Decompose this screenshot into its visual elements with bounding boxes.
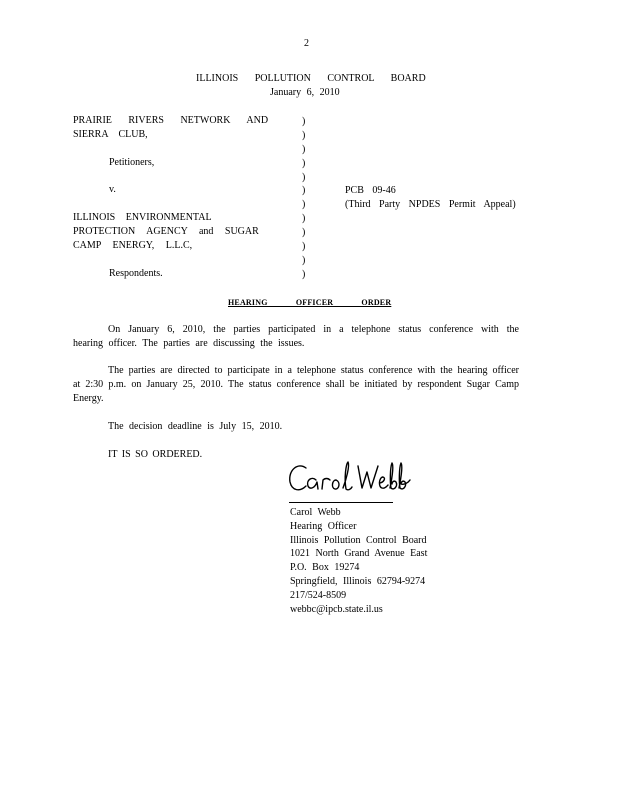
case-type: (Third Party NPDES Permit Appeal) — [345, 199, 516, 210]
paragraph-deadline: The decision deadline is July 15, 2010. — [108, 421, 283, 432]
signer-title: Hearing Officer — [290, 520, 357, 532]
order-title: HEARING OFFICER ORDER — [228, 298, 392, 307]
handwritten-signature — [286, 458, 416, 500]
signer-address-street: 1021 North Grand Avenue East — [290, 548, 428, 560]
petitioners-label: Petitioners, — [109, 157, 155, 168]
signature-block — [290, 506, 427, 616]
signer-phone: 217/524-8509 — [290, 589, 347, 601]
case-number: PCB 09-46 — [345, 185, 396, 196]
signer-address-city: Springfield, Illinois 62794-9274 — [290, 575, 426, 587]
caption-parentheses: ) ) ) ) ) ) ) ) ) ) ) ) — [302, 116, 306, 280]
paragraph-so-ordered: IT IS SO ORDERED. — [108, 449, 203, 460]
order-date: January 6, 2010 — [270, 87, 340, 98]
paragraph-conference: On January 6, 2010, the parties participated in a telephone status conference with the hearing officer. The parties are discussing the issues. — [73, 324, 519, 349]
petitioner-line-1: PRAIRIE RIVERS NETWORK AND — [73, 115, 269, 126]
signer-email: webbc@ipcb.state.il.us — [290, 603, 383, 615]
versus-label: v. — [109, 184, 116, 195]
respondent-line-1: ILLINOIS ENVIRONMENTAL — [73, 212, 212, 223]
signer-name: Carol Webb — [290, 507, 341, 518]
page-number: 2 — [304, 38, 309, 49]
signer-organization: Illinois Pollution Control Board — [290, 534, 427, 546]
signature-line — [289, 502, 393, 503]
petitioner-line-2: SIERRA CLUB, — [73, 129, 148, 140]
signer-address-po-box: P.O. Box 19274 — [290, 562, 360, 574]
board-heading: ILLINOIS POLLUTION CONTROL BOARD — [196, 73, 426, 84]
respondent-line-3: CAMP ENERGY, L.L.C, — [73, 240, 193, 251]
respondents-label: Respondents. — [109, 268, 163, 279]
respondent-line-2: PROTECTION AGENCY and SUGAR — [73, 226, 259, 237]
paragraph-directive: The parties are directed to participate in a telephone status conference with the hearing officer at 2:30 p.m. on January 25, 2010. The status conference shall be initiated by respondent Sugar Camp Energy. — [73, 365, 519, 404]
